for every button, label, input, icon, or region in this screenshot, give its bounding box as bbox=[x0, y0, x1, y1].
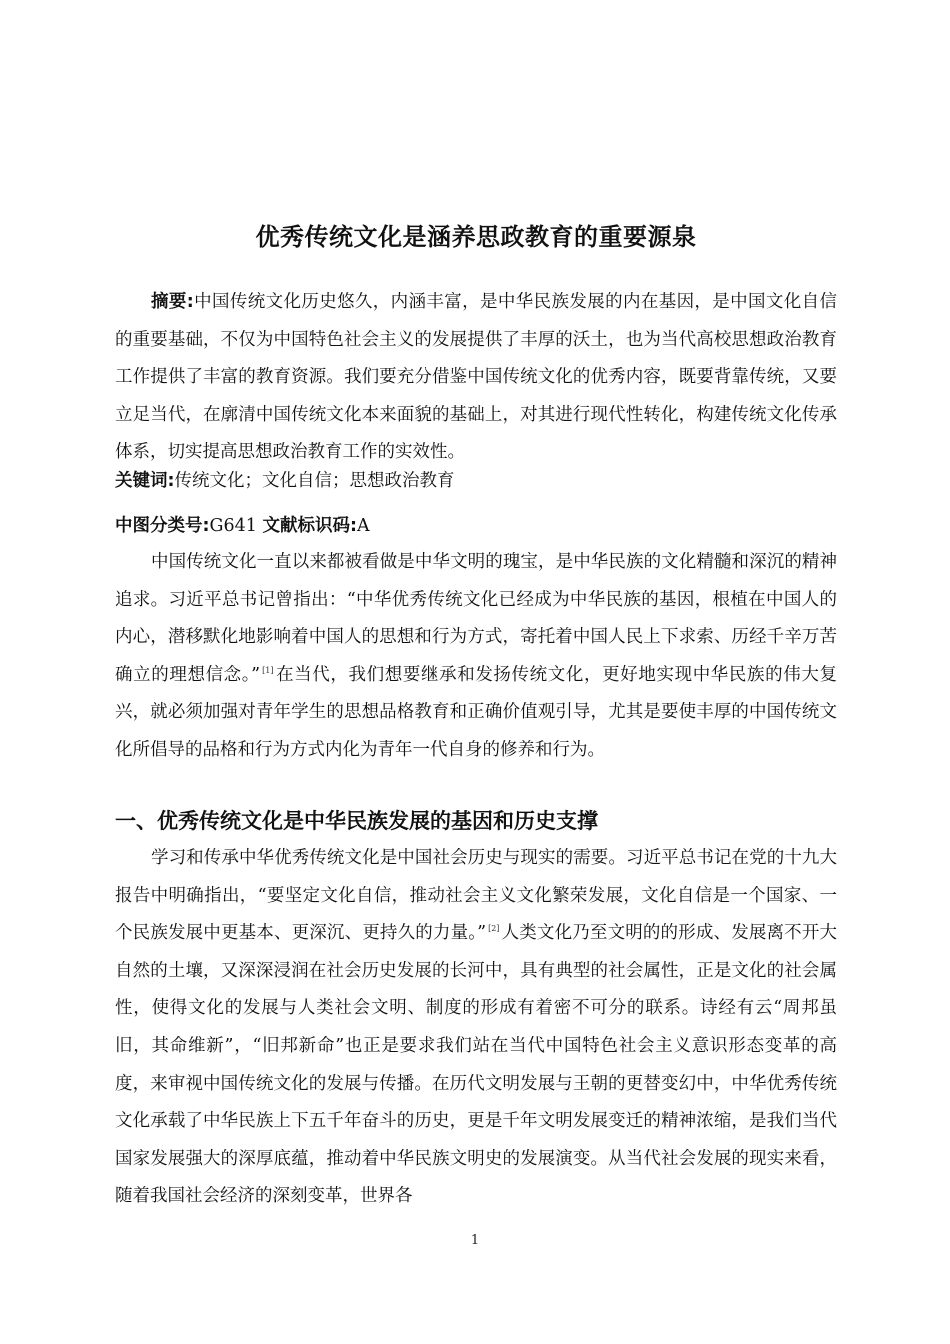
abstract-label: 摘要: bbox=[151, 292, 194, 312]
section-1-paragraph bbox=[115, 840, 837, 1216]
citation-ref-2: [2] bbox=[488, 924, 500, 934]
section-1-text-part1: 学习和传承中华优秀传统文化是中国社会历史与现实的需要。习近平总书记在党的十九大报告中明确指出，“要坚定文化自信，推动社会主义文化繁荣发展，文化自信是一个国家、一个民族发展中更基本、更深沉、更持久的力量。” bbox=[115, 848, 837, 944]
doc-code-label: 文献标识码: bbox=[262, 516, 357, 536]
classification-line bbox=[115, 511, 837, 541]
section-1-text-part2: 人类文化乃至文明的的形成、发展离不开大自然的土壤，又深深浸润在社会历史发展的长河中，具有典型的社会属性，正是文化的社会属性，使得文化的发展与人类社会文明、制度的形成有着密不可分的联系。诗经有云“周邦虽旧，其命维新”，“旧邦新命”也正是要求我们站在当代中国特色社会主义意识形态变革的高度，来审视中国传统文化的发展与传播。在历代文明发展与王朝的更替变幻中，中华优秀传统文化承载了中华民族上下五千年奋斗的历史，更是千年文明发展变迁的精神浓缩，是我们当代国家发展强大的深厚底蕴，推动着中华民族文明史的发展演变。从当代社会发展的现实来看，随着我国社会经济的深刻变革，世界各 bbox=[115, 923, 838, 1207]
keywords-label: 关键词: bbox=[115, 471, 175, 491]
abstract-text: 中国传统文化历史悠久，内涵丰富，是中华民族发展的内在基因，是中国文化自信的重要基础，不仅为中国特色社会主义的发展提供了丰厚的沃土，也为当代高校思想政治教育工作提供了丰富的教育资源。我们要充分借鉴中国传统文化的优秀内容，既要背靠传统，又要立足当代，在廓清中国传统文化本来面貌的基础上，对其进行现代性转化，构建传统文化传承体系，切实提高思想政治教育工作的实效性。 bbox=[115, 292, 838, 463]
doc-code-value: A bbox=[356, 516, 370, 536]
page-number: 1 bbox=[470, 1233, 480, 1248]
section-1-heading: 一、优秀传统文化是中华民族发展的基因和历史支撑 bbox=[115, 809, 598, 833]
document-title: 优秀传统文化是涵养思政教育的重要源泉 bbox=[255, 223, 697, 251]
clc-value: G641 bbox=[209, 516, 257, 536]
abstract-paragraph bbox=[115, 284, 837, 472]
clc-label: 中图分类号: bbox=[115, 516, 210, 536]
citation-ref-1: [1] bbox=[262, 665, 274, 675]
keywords-text: 传统文化；文化自信；思想政治教育 bbox=[174, 471, 455, 491]
intro-paragraph bbox=[115, 544, 837, 770]
keywords-line bbox=[115, 466, 837, 496]
intro-text-part1: 中国传统文化一直以来都被看做是中华文明的瑰宝，是中华民族的文化精髓和深沉的精神追求。习近平总书记曾指出：“中华优秀传统文化已经成为中华民族的基因，根植在中国人的内心，潜移默化地影响着中国人的思想和行为方式，寄托着中国人民上下求索、历经千辛万苦确立的理想信念。” bbox=[115, 552, 837, 685]
intro-text-part2: 在当代，我们想要继承和发扬传统文化，更好地实现中华民族的伟大复兴，就必须加强对青年学生的思想品格教育和正确价值观引导，尤其是要使丰厚的中国传统文化所倡导的品格和行为方式内化为青年一代自身的修养和行为。 bbox=[115, 664, 837, 760]
